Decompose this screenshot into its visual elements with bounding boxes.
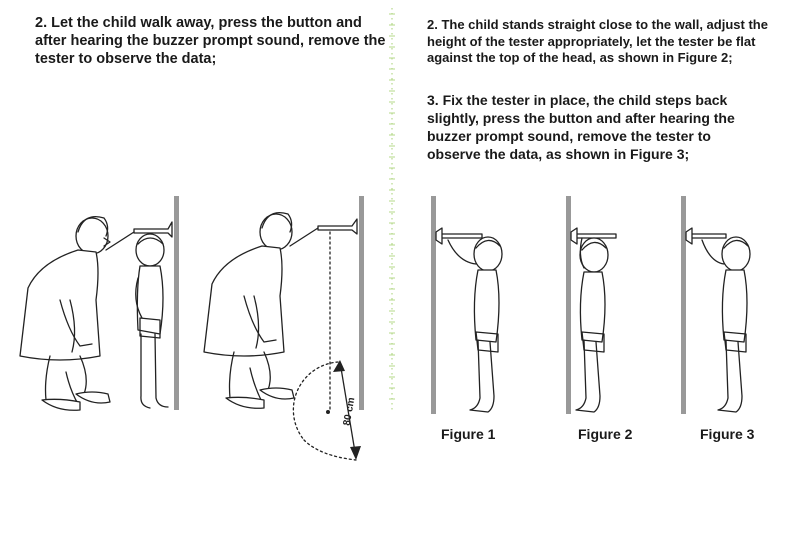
distance-label: 80 cm bbox=[341, 396, 358, 427]
wall bbox=[174, 196, 179, 410]
divider-ticks bbox=[389, 14, 395, 399]
tester-device bbox=[436, 228, 482, 244]
child-figure bbox=[576, 238, 608, 412]
tester-device bbox=[686, 228, 726, 244]
figure-3-label: Figure 3 bbox=[700, 426, 755, 442]
instruction-step2-left: 2. Let the child walk away, press the button and after hearing the buzzer prompt sound, remove the tester to observe the data; bbox=[35, 15, 386, 67]
arrow-up-icon bbox=[333, 360, 345, 372]
wall bbox=[566, 196, 571, 414]
wall bbox=[359, 196, 364, 410]
arrow-down-icon bbox=[350, 446, 361, 460]
child-figure bbox=[136, 234, 168, 408]
adult-figure bbox=[204, 213, 318, 409]
figure-3-illustration bbox=[681, 196, 750, 414]
scene-adult-distance bbox=[204, 196, 364, 460]
tester-device bbox=[318, 219, 357, 234]
instruction-step3-right: 3. Fix the tester in place, the child steps back slightly, press the button and after hearing the buzzer prompt sound, remove the tester to observe the data, as shown in Figure 3; bbox=[427, 92, 735, 162]
wall bbox=[431, 196, 436, 414]
child-figure bbox=[702, 237, 750, 412]
figure-1-label: Figure 1 bbox=[441, 426, 496, 442]
distance-indicator bbox=[293, 360, 361, 460]
child-figure bbox=[448, 237, 502, 412]
figure-2-label: Figure 2 bbox=[578, 426, 633, 442]
figure-1-illustration bbox=[431, 196, 502, 414]
instruction-step2-right: 2. The child stands straight close to the wall, adjust the height of the tester appropriately, let the tester be flat against the top of the head, as shown in Figure 2; bbox=[427, 17, 768, 65]
scene-adult-measuring bbox=[20, 196, 179, 410]
adult-figure bbox=[20, 217, 134, 411]
figure-2-illustration bbox=[566, 196, 616, 414]
wall bbox=[681, 196, 686, 414]
